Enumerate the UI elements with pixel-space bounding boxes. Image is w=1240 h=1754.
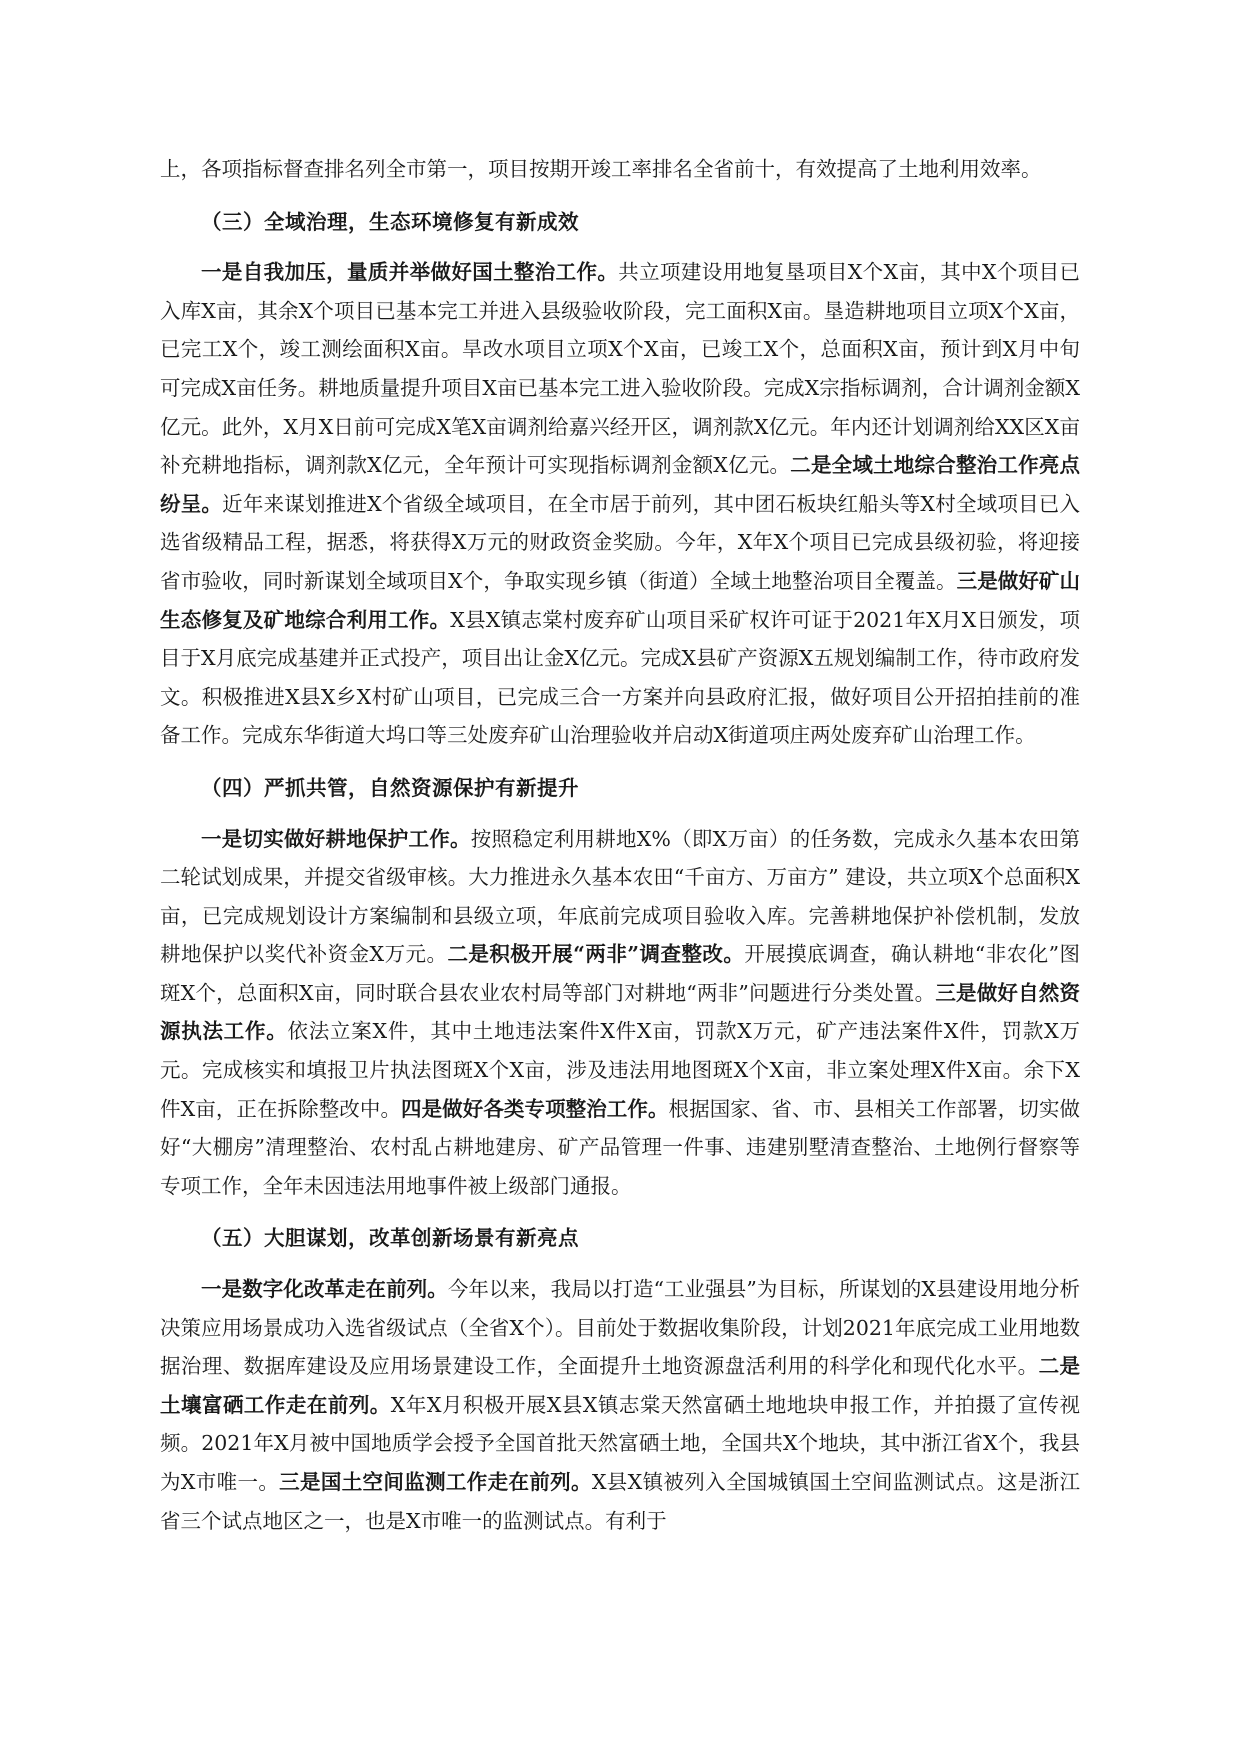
section-5-paragraph [160, 1270, 1080, 1540]
continuation-text: 上，各项指标督查排名列全市第一，项目按期开竣工率排名全省前十，有效提高了土地利用效率。 [160, 157, 1042, 181]
section-4-lead-3: 三是做好自然资源执法工作。 [160, 980, 1080, 1044]
section-3-lead-2: 二是全域土地综合整治工作亮点纷呈。 [160, 453, 1081, 516]
section-5-lead-3: 三是国土空间监测工作走在前列。 [279, 1470, 592, 1494]
section-4-paragraph [160, 820, 1080, 1206]
section-4-text-4: 根据国家、省、市、县相关工作部署，切实做好“大棚房”清理整治、农村乱占耕地建房、矿产品管理一件事、违建别墅清查整治、土地例行督察等专项工作，全年未因违法用地事件被上级部门通报。 [160, 1096, 1081, 1198]
section-4-text-1: 按照稳定利用耕地X%（即X万亩）的任务数，完成永久基本农田第二轮试划成果，并提交省级审核。大力推进永久基本农田“千亩方、万亩方” 建设，共立项X个总面积X亩，已完成规划设计方案编制和县级立项，年底前完成项目验收入库。完善耕地保护补偿机制，发放耕地保护以奖代补资金X万元。 [160, 826, 1081, 967]
section-3-lead-3: 三是做好矿山生态修复及矿地综合利用工作。 [160, 568, 1081, 632]
section-5-lead-1: 一是数字化改革走在前列。 [201, 1277, 448, 1302]
section-5-heading: （五）大胆谋划，改革创新场景有新亮点 [201, 1226, 579, 1251]
section-5-text-3: X县X镇被列入全国城镇国土空间监测试点。这是浙江省三个试点地区之一，也是X市唯一的监测试点。有利于 [160, 1470, 1080, 1533]
section-3-text-2: 近年来谋划推进X个省级全域项目，在全市居于前列，其中团石板块红船头等X村全域项目已入选省级精品工程，据悉，将获得X万元的财政资金奖励。今年，X年X个项目已完成县级初验，将迎接省市验收，同时新谋划全域项目X个，争取实现乡镇（街道）全域土地整治项目全覆盖。 [160, 491, 1081, 593]
section-3-paragraph [160, 253, 1080, 755]
section-3-heading: （三）全域治理，生态环境修复有新成效 [201, 209, 579, 234]
section-4-text-2: 开展摸底调查，确认耕地“非农化”图斑X个，总面积X亩，同时联合县农业农村局等部门对耕地“两非”问题进行分类处置。 [160, 942, 1081, 1005]
section-3-lead-1: 一是自我加压，量质并举做好国土整治工作。 [201, 260, 619, 285]
continuation-paragraph [160, 150, 1080, 189]
section-3-text-3: X县X镇志棠村废弃矿山项目采矿权许可证于2021年X月X日颁发，项目于X月底完成基建并正式投产，项目出让金X亿元。完成X县矿产资源X五规划编制工作，待市政府发文。积极推进X县X乡X村矿山项目，已完成三合一方案并向县政府汇报，做好项目公开招拍挂前的准备工作。完成东华街道大坞口等三处废弃矿山治理验收并启动X街道项庄两处废弃矿山治理工作。 [160, 607, 1081, 748]
section-5-text-2: X年X月积极开展X县X镇志棠天然富硒土地地块申报工作，并拍摄了宣传视频。2021年X月被中国地质学会授予全国首批天然富硒土地，全国共X个地块，其中浙江省X个，我县为X市唯一。 [160, 1392, 1080, 1494]
section-4-heading: （四）严抓共管，自然资源保护有新提升 [201, 775, 579, 800]
section-4-text-3: 依法立案X件，其中土地违法案件X件X亩，罚款X万元，矿产违法案件X件，罚款X万元。完成核实和填报卫片执法图斑X个X亩，涉及违法用地图斑X个X亩，非立案处理X件X亩。余下X件X亩，正在拆除整改中。 [160, 1019, 1080, 1121]
section-3-text-1: 共立项建设用地复垦项目X个X亩，其中X个项目已入库X亩，其余X个项目已基本完工并进入县级验收阶段，完工面积X亩。垦造耕地项目立项X个X亩，已完工X个，竣工测绘面积X亩。旱改水项目立项X个X亩，已竣工X个，总面积X亩，预计到X月中旬可完成X亩任务。耕地质量提升项目X亩已基本完工进入验收阶段。完成X宗指标调剂，合计调剂金额X亿元。此外，X月X日前可完成X笔X亩调剂给嘉兴经开区，调剂款X亿元。年内还计划调剂给XX区X亩补充耕地指标，调剂款X亿元，全年预计可实现指标调剂金额X亿元。 [160, 260, 1080, 478]
section-4-lead-1: 一是切实做好耕地保护工作。 [201, 826, 471, 851]
document-page [160, 150, 1080, 1540]
section-4-lead-4: 四是做好各类专项整治工作。 [401, 1096, 669, 1121]
section-5-text-1: 今年以来，我局以打造“工业强县”为目标，所谋划的X县建设用地分析决策应用场景成功入选省级试点（全省X个）。目前处于数据收集阶段，计划2021年底完成工业用地数据治理、数据库建设及应用场景建设工作，全面提升土地资源盘活利用的科学化和现代化水平。 [160, 1277, 1080, 1379]
section-4-lead-2: 二是积极开展“两非”调查整改。 [447, 942, 745, 967]
section-5-lead-2: 二是土壤富硒工作走在前列。 [160, 1354, 1081, 1417]
